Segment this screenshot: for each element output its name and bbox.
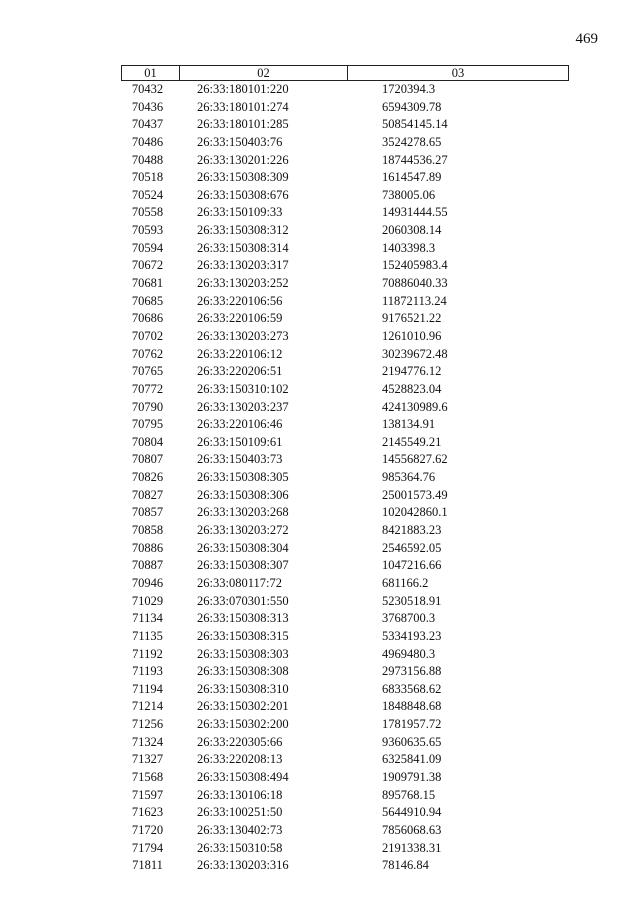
cell-id: 71029 xyxy=(131,593,164,608)
cell-cadastral-number: 26:33:130203:252 xyxy=(197,276,289,291)
cell-cadastral-number: 26:33:150308:312 xyxy=(197,223,289,238)
table-row xyxy=(121,610,569,628)
cell-value: 9176521.22 xyxy=(382,311,442,326)
cell-id: 70594 xyxy=(131,240,164,255)
cell-cadastral-number: 26:33:130106:18 xyxy=(197,787,283,802)
table-row xyxy=(121,451,569,469)
cell-value: 1614547.89 xyxy=(382,170,442,185)
cell-id: 70437 xyxy=(131,117,164,132)
cell-id: 70857 xyxy=(131,505,164,520)
cell-value: 1909791.38 xyxy=(382,769,442,784)
cell-value: 2194776.12 xyxy=(382,364,442,379)
table-row xyxy=(121,698,569,716)
cell-cadastral-number: 26:33:180101:274 xyxy=(197,99,289,114)
cell-cadastral-number: 26:33:150308:309 xyxy=(197,170,289,185)
cell-cadastral-number: 26:33:150308:308 xyxy=(197,664,289,679)
cell-value: 985364.76 xyxy=(382,470,436,485)
cell-cadastral-number: 26:33:100251:50 xyxy=(197,805,283,820)
cell-value: 424130989.6 xyxy=(382,399,448,414)
cell-cadastral-number: 26:33:220106:12 xyxy=(197,346,283,361)
table-row xyxy=(121,293,569,311)
table-row xyxy=(121,204,569,222)
cell-value: 9360635.65 xyxy=(382,734,442,749)
cell-value: 7856068.63 xyxy=(382,822,442,837)
cell-id: 70858 xyxy=(131,523,164,538)
cell-value: 1047216.66 xyxy=(382,558,442,573)
cell-cadastral-number: 26:33:150308:304 xyxy=(197,540,289,555)
cell-id: 71135 xyxy=(132,628,163,643)
table-row xyxy=(121,557,569,575)
cell-value: 70886040.33 xyxy=(382,276,448,291)
cell-value: 6594309.78 xyxy=(382,99,442,114)
cell-cadastral-number: 26:33:130203:268 xyxy=(197,505,289,520)
table-row xyxy=(121,804,569,822)
table-row xyxy=(121,822,569,840)
cell-id: 70518 xyxy=(131,170,164,185)
table-row xyxy=(121,663,569,681)
cell-id: 71214 xyxy=(131,699,164,714)
cell-id: 70681 xyxy=(131,276,164,291)
cell-id: 70887 xyxy=(131,558,164,573)
cell-cadastral-number: 26:33:070301:550 xyxy=(197,593,289,608)
cell-id: 71134 xyxy=(132,611,163,626)
cell-value: 5230518.91 xyxy=(382,593,442,608)
cell-value: 1781957.72 xyxy=(382,717,442,732)
cell-id: 70762 xyxy=(131,346,164,361)
cell-id: 70432 xyxy=(131,82,164,96)
cell-value: 1848848.68 xyxy=(382,699,442,714)
cell-cadastral-number: 26:33:150308:306 xyxy=(197,487,289,502)
cell-cadastral-number: 26:33:150310:58 xyxy=(197,840,283,855)
cell-value: 4969480.3 xyxy=(382,646,436,661)
table-row xyxy=(121,628,569,646)
cell-value: 3524278.65 xyxy=(382,134,442,149)
cell-cadastral-number: 26:33:150308:310 xyxy=(197,681,289,696)
cell-id: 71623 xyxy=(131,805,164,820)
cell-cadastral-number: 26:33:150308:305 xyxy=(197,470,289,485)
cell-value: 3768700.3 xyxy=(382,611,436,626)
table-row xyxy=(121,575,569,593)
cell-id: 70807 xyxy=(131,452,164,467)
cell-id: 71194 xyxy=(132,681,163,696)
table-row xyxy=(121,416,569,434)
table-row xyxy=(121,257,569,275)
table-row xyxy=(121,681,569,699)
cell-id: 70804 xyxy=(131,434,164,449)
cell-cadastral-number: 26:33:150308:676 xyxy=(197,187,289,202)
table-row xyxy=(121,840,569,858)
cell-value: 5334193.23 xyxy=(382,628,442,643)
cell-value: 30239672.48 xyxy=(382,346,448,361)
cell-value: 6325841.09 xyxy=(382,752,442,767)
cell-id: 70436 xyxy=(131,99,164,114)
cell-cadastral-number: 26:33:150308:314 xyxy=(197,240,289,255)
cell-id: 71256 xyxy=(131,717,164,732)
cell-cadastral-number: 26:33:130203:317 xyxy=(197,258,289,273)
cell-cadastral-number: 26:33:220106:56 xyxy=(197,293,283,308)
cell-id: 70486 xyxy=(131,134,164,149)
table-row xyxy=(121,487,569,505)
table-row xyxy=(121,716,569,734)
cell-cadastral-number: 26:33:220106:59 xyxy=(197,311,283,326)
cell-value: 2060308.14 xyxy=(382,223,442,238)
cell-value: 6833568.62 xyxy=(382,681,442,696)
table-row xyxy=(121,504,569,522)
table-row xyxy=(121,328,569,346)
table-row xyxy=(121,275,569,293)
cell-id: 70702 xyxy=(131,328,164,343)
cell-value: 14931444.55 xyxy=(382,205,448,220)
cell-cadastral-number: 26:33:220106:46 xyxy=(197,417,283,432)
cell-cadastral-number: 26:33:150403:73 xyxy=(197,452,283,467)
cell-cadastral-number: 26:33:180101:220 xyxy=(197,82,289,96)
table-row xyxy=(121,857,569,875)
cell-value: 1720394.3 xyxy=(382,82,436,96)
cell-value: 681166.2 xyxy=(382,575,429,590)
cell-cadastral-number: 26:33:130203:272 xyxy=(197,523,289,538)
cell-value: 2145549.21 xyxy=(382,434,442,449)
cell-cadastral-number: 26:33:080117:72 xyxy=(197,575,282,590)
cell-value: 1261010.96 xyxy=(382,328,442,343)
table-row xyxy=(121,346,569,364)
cell-id: 70790 xyxy=(131,399,164,414)
table-row xyxy=(121,540,569,558)
cell-id: 70946 xyxy=(131,575,164,590)
table-row xyxy=(121,222,569,240)
table-row xyxy=(121,399,569,417)
cell-cadastral-number: 26:33:150302:201 xyxy=(197,699,289,714)
cell-cadastral-number: 26:33:150308:313 xyxy=(197,611,289,626)
cell-id: 70524 xyxy=(131,187,164,202)
cell-id: 70795 xyxy=(131,417,164,432)
cell-cadastral-number: 26:33:150310:102 xyxy=(197,381,289,396)
cell-id: 71193 xyxy=(132,664,163,679)
cell-id: 71794 xyxy=(131,840,164,855)
table-row xyxy=(121,434,569,452)
column-header-01: 01 xyxy=(122,66,180,80)
cell-value: 4528823.04 xyxy=(382,381,442,396)
cell-cadastral-number: 26:33:150308:303 xyxy=(197,646,289,661)
cell-cadastral-number: 26:33:150403:76 xyxy=(197,134,283,149)
cell-id: 71192 xyxy=(132,646,163,661)
cell-value: 738005.06 xyxy=(382,187,436,202)
column-header-02: 02 xyxy=(180,66,348,80)
cell-cadastral-number: 26:33:130402:73 xyxy=(197,822,283,837)
cell-value: 2973156.88 xyxy=(382,664,442,679)
table-row xyxy=(121,169,569,187)
cell-id: 71327 xyxy=(131,752,164,767)
cell-id: 70827 xyxy=(131,487,164,502)
cell-id: 70686 xyxy=(131,311,164,326)
cell-id: 71720 xyxy=(131,822,164,837)
table-body xyxy=(121,81,569,875)
cell-cadastral-number: 26:33:150109:61 xyxy=(197,434,283,449)
cell-cadastral-number: 26:33:130201:226 xyxy=(197,152,289,167)
cell-id: 70672 xyxy=(131,258,164,273)
cell-id: 70886 xyxy=(131,540,164,555)
cell-cadastral-number: 26:33:130203:237 xyxy=(197,399,289,414)
cell-id: 70765 xyxy=(131,364,164,379)
table-row xyxy=(121,734,569,752)
table-row xyxy=(121,240,569,258)
cell-cadastral-number: 26:33:130203:273 xyxy=(197,328,289,343)
cell-cadastral-number: 26:33:220206:51 xyxy=(197,364,283,379)
cell-value: 78146.84 xyxy=(382,858,429,873)
table-row xyxy=(121,152,569,170)
cell-id: 71597 xyxy=(131,787,164,802)
table-row xyxy=(121,522,569,540)
table-row xyxy=(121,751,569,769)
cell-value: 895768.15 xyxy=(382,787,436,802)
table-row xyxy=(121,787,569,805)
table-row xyxy=(121,134,569,152)
cell-id: 70826 xyxy=(131,470,164,485)
data-table xyxy=(121,65,569,875)
cell-cadastral-number: 26:33:150308:315 xyxy=(197,628,289,643)
table-row xyxy=(121,381,569,399)
cell-value: 102042860.1 xyxy=(382,505,448,520)
cell-cadastral-number: 26:33:150302:200 xyxy=(197,717,289,732)
table-row xyxy=(121,646,569,664)
cell-id: 70488 xyxy=(131,152,164,167)
cell-value: 1403398.3 xyxy=(382,240,436,255)
cell-cadastral-number: 26:33:150308:307 xyxy=(197,558,289,573)
cell-value: 14556827.62 xyxy=(382,452,448,467)
table-row xyxy=(121,187,569,205)
cell-id: 71568 xyxy=(131,769,164,784)
cell-cadastral-number: 26:33:220305:66 xyxy=(197,734,283,749)
table-header xyxy=(121,65,569,81)
cell-value: 2191338.31 xyxy=(382,840,442,855)
cell-value: 18744536.27 xyxy=(382,152,448,167)
cell-cadastral-number: 26:33:130203:316 xyxy=(197,858,289,873)
table-row xyxy=(121,363,569,381)
cell-id: 71811 xyxy=(132,858,163,873)
cell-value: 152405983.4 xyxy=(382,258,448,273)
cell-cadastral-number: 26:33:150109:33 xyxy=(197,205,283,220)
cell-value: 5644910.94 xyxy=(382,805,442,820)
cell-value: 25001573.49 xyxy=(382,487,448,502)
cell-value: 50854145.14 xyxy=(382,117,448,132)
table-row xyxy=(121,769,569,787)
cell-cadastral-number: 26:33:150308:494 xyxy=(197,769,289,784)
page-number: 469 xyxy=(575,31,598,47)
table-row xyxy=(121,310,569,328)
table-row xyxy=(121,81,569,99)
cell-id: 70685 xyxy=(131,293,164,308)
cell-id: 70772 xyxy=(131,381,164,396)
table-row xyxy=(121,99,569,117)
cell-value: 2546592.05 xyxy=(382,540,442,555)
cell-value: 138134.91 xyxy=(382,417,436,432)
table-row xyxy=(121,116,569,134)
cell-value: 11872113.24 xyxy=(382,293,447,308)
cell-id: 70558 xyxy=(131,205,164,220)
cell-cadastral-number: 26:33:180101:285 xyxy=(197,117,289,132)
cell-value: 8421883.23 xyxy=(382,523,442,538)
cell-id: 70593 xyxy=(131,223,164,238)
cell-id: 71324 xyxy=(131,734,164,749)
cell-cadastral-number: 26:33:220208:13 xyxy=(197,752,283,767)
table-row xyxy=(121,469,569,487)
table-row xyxy=(121,593,569,611)
column-header-03: 03 xyxy=(451,66,465,80)
